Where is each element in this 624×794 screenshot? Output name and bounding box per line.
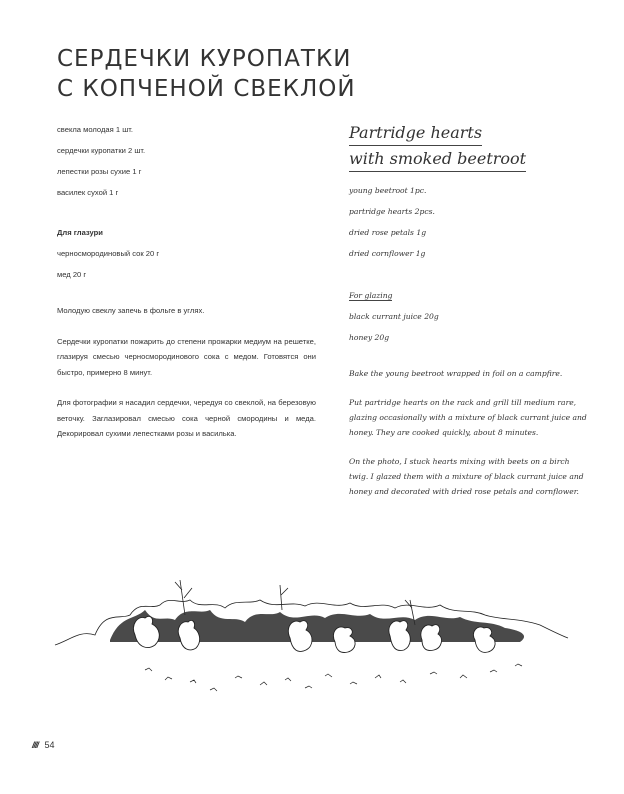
step-ru: Молодую свеклу запечь в фольге в углях. [57, 306, 205, 315]
step-ru: Для фотографии я насадил сердечки, чередуя со свеклой, на березовую веточку. Заглазировал смесью сока черной смородины и меда. Декорировал сухими лепестками розы и василька. [57, 398, 316, 438]
recipe-title-en [349, 120, 589, 172]
ingredient-ru: свекла молодая 1 шт. [57, 125, 134, 134]
title-en-line-2: with smoked beetroot [349, 146, 526, 172]
footer-decor: //// [32, 740, 39, 750]
step-en: Put partridge hearts on the rack and grill till medium rare, glazing occasionally with a mixture of black currant juice and honey. They are cooked quickly, about 8 minutes. [349, 398, 587, 437]
ingredient-en: partridge hearts 2pcs. [349, 207, 435, 216]
english-recipe-column [349, 120, 589, 499]
bush-silhouette [110, 610, 524, 642]
ingredient-en: dried rose petals 1g [349, 228, 427, 237]
branch [175, 580, 192, 615]
ingredient-en: young beetroot 1pc. [349, 186, 427, 195]
step-en: Bake the young beetroot wrapped in foil on a campfire. [349, 369, 563, 378]
branch [280, 585, 288, 610]
partridge-figure [421, 625, 442, 651]
ingredient-ru: лепестки розы сухие 1 г [57, 167, 142, 176]
partridge-figure [389, 621, 410, 651]
glaze-heading-en: For glazing [349, 291, 393, 300]
page-footer [32, 740, 55, 750]
step-ru: Сердечки куропатки пожарить до степени прожарки медиум на решетке, глазируя смесью черносмородинового сока с медом. Готовятся они быстро, примерно 8 минут. [57, 336, 316, 377]
glaze-ingredient-ru: черносмородиновый сок 20 г [57, 249, 160, 258]
glaze-ingredient-en: honey 20g [349, 333, 390, 342]
title-en-line-1: Partridge hearts [349, 120, 482, 146]
ground-marks [145, 664, 522, 691]
partridges-illustration [50, 570, 570, 700]
ingredient-ru: сердечки куропатки 2 шт. [57, 146, 146, 155]
ingredient-en: dried cornflower 1g [349, 249, 426, 258]
glaze-ingredient-en: black currant juice 20g [349, 312, 439, 321]
title-line-1: СЕРДЕЧКИ КУРОПАТКИ [57, 46, 352, 72]
title-line-2: С КОПЧЕНОЙ СВЕКЛОЙ [57, 76, 356, 102]
ingredient-ru: василек сухой 1 г [57, 188, 119, 197]
glaze-ingredient-ru: мед 20 г [57, 270, 87, 279]
page-number: 54 [44, 740, 55, 750]
step-en: On the photo, I stuck hearts mixing with beets on a birch twig. I glazed them with a mixture of black currant juice and honey and decorated with dried rose petals and cornflower. [349, 457, 584, 496]
glaze-heading-ru: Для глазури [57, 228, 103, 237]
partridge-figure [333, 627, 355, 653]
russian-recipe-column [57, 119, 316, 442]
recipe-title-ru [57, 44, 356, 104]
